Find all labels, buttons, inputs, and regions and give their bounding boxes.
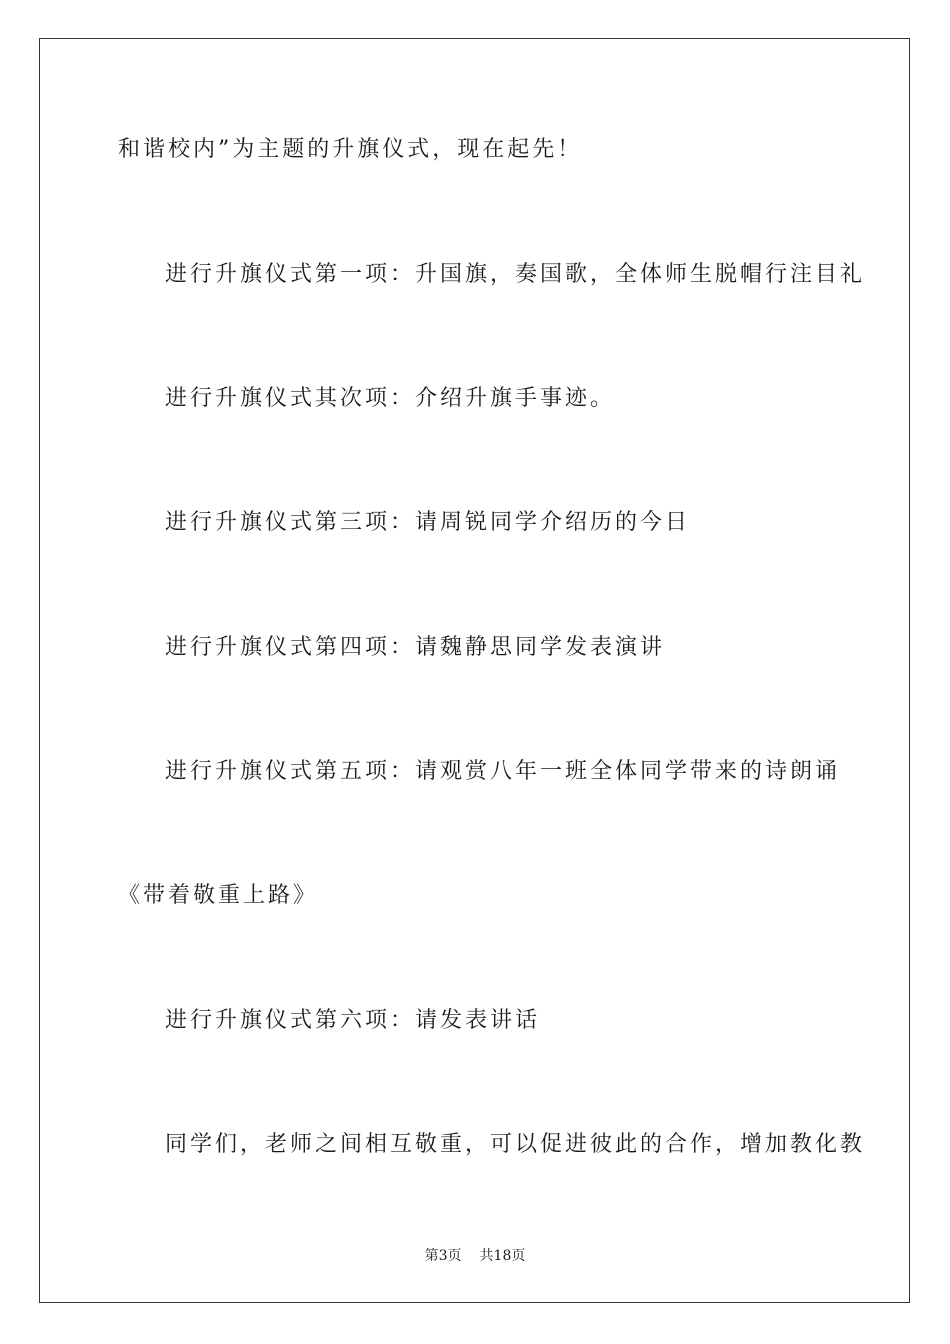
text-line-4: 进行升旗仪式第三项：请周锐同学介绍历的今日 (165, 510, 691, 535)
page-footer (0, 1246, 950, 1266)
text-line-2: 进行升旗仪式第一项：升国旗，奏国歌，全体师生脱帽行注目礼 (165, 262, 866, 287)
text-line-6: 进行升旗仪式第五项：请观赏八年一班全体同学带来的诗朗诵 (165, 759, 841, 784)
page-border (39, 38, 910, 1303)
text-line-3: 进行升旗仪式其次项：介绍升旗手事迹。 (165, 386, 616, 411)
page-number: 第3页 (424, 1248, 462, 1264)
text-line-8: 进行升旗仪式第六项：请发表讲话 (165, 1008, 541, 1033)
text-line-5: 进行升旗仪式第四项：请魏静思同学发表演讲 (165, 635, 666, 660)
text-line-7: 《带着敬重上路》 (118, 883, 319, 908)
text-line-1: 和谐校内”为主题的升旗仪式，现在起先！ (118, 137, 583, 162)
text-line-9: 同学们，老师之间相互敬重，可以促进彼此的合作，增加教化教 (165, 1132, 866, 1157)
page-total: 共18页 (479, 1248, 526, 1264)
